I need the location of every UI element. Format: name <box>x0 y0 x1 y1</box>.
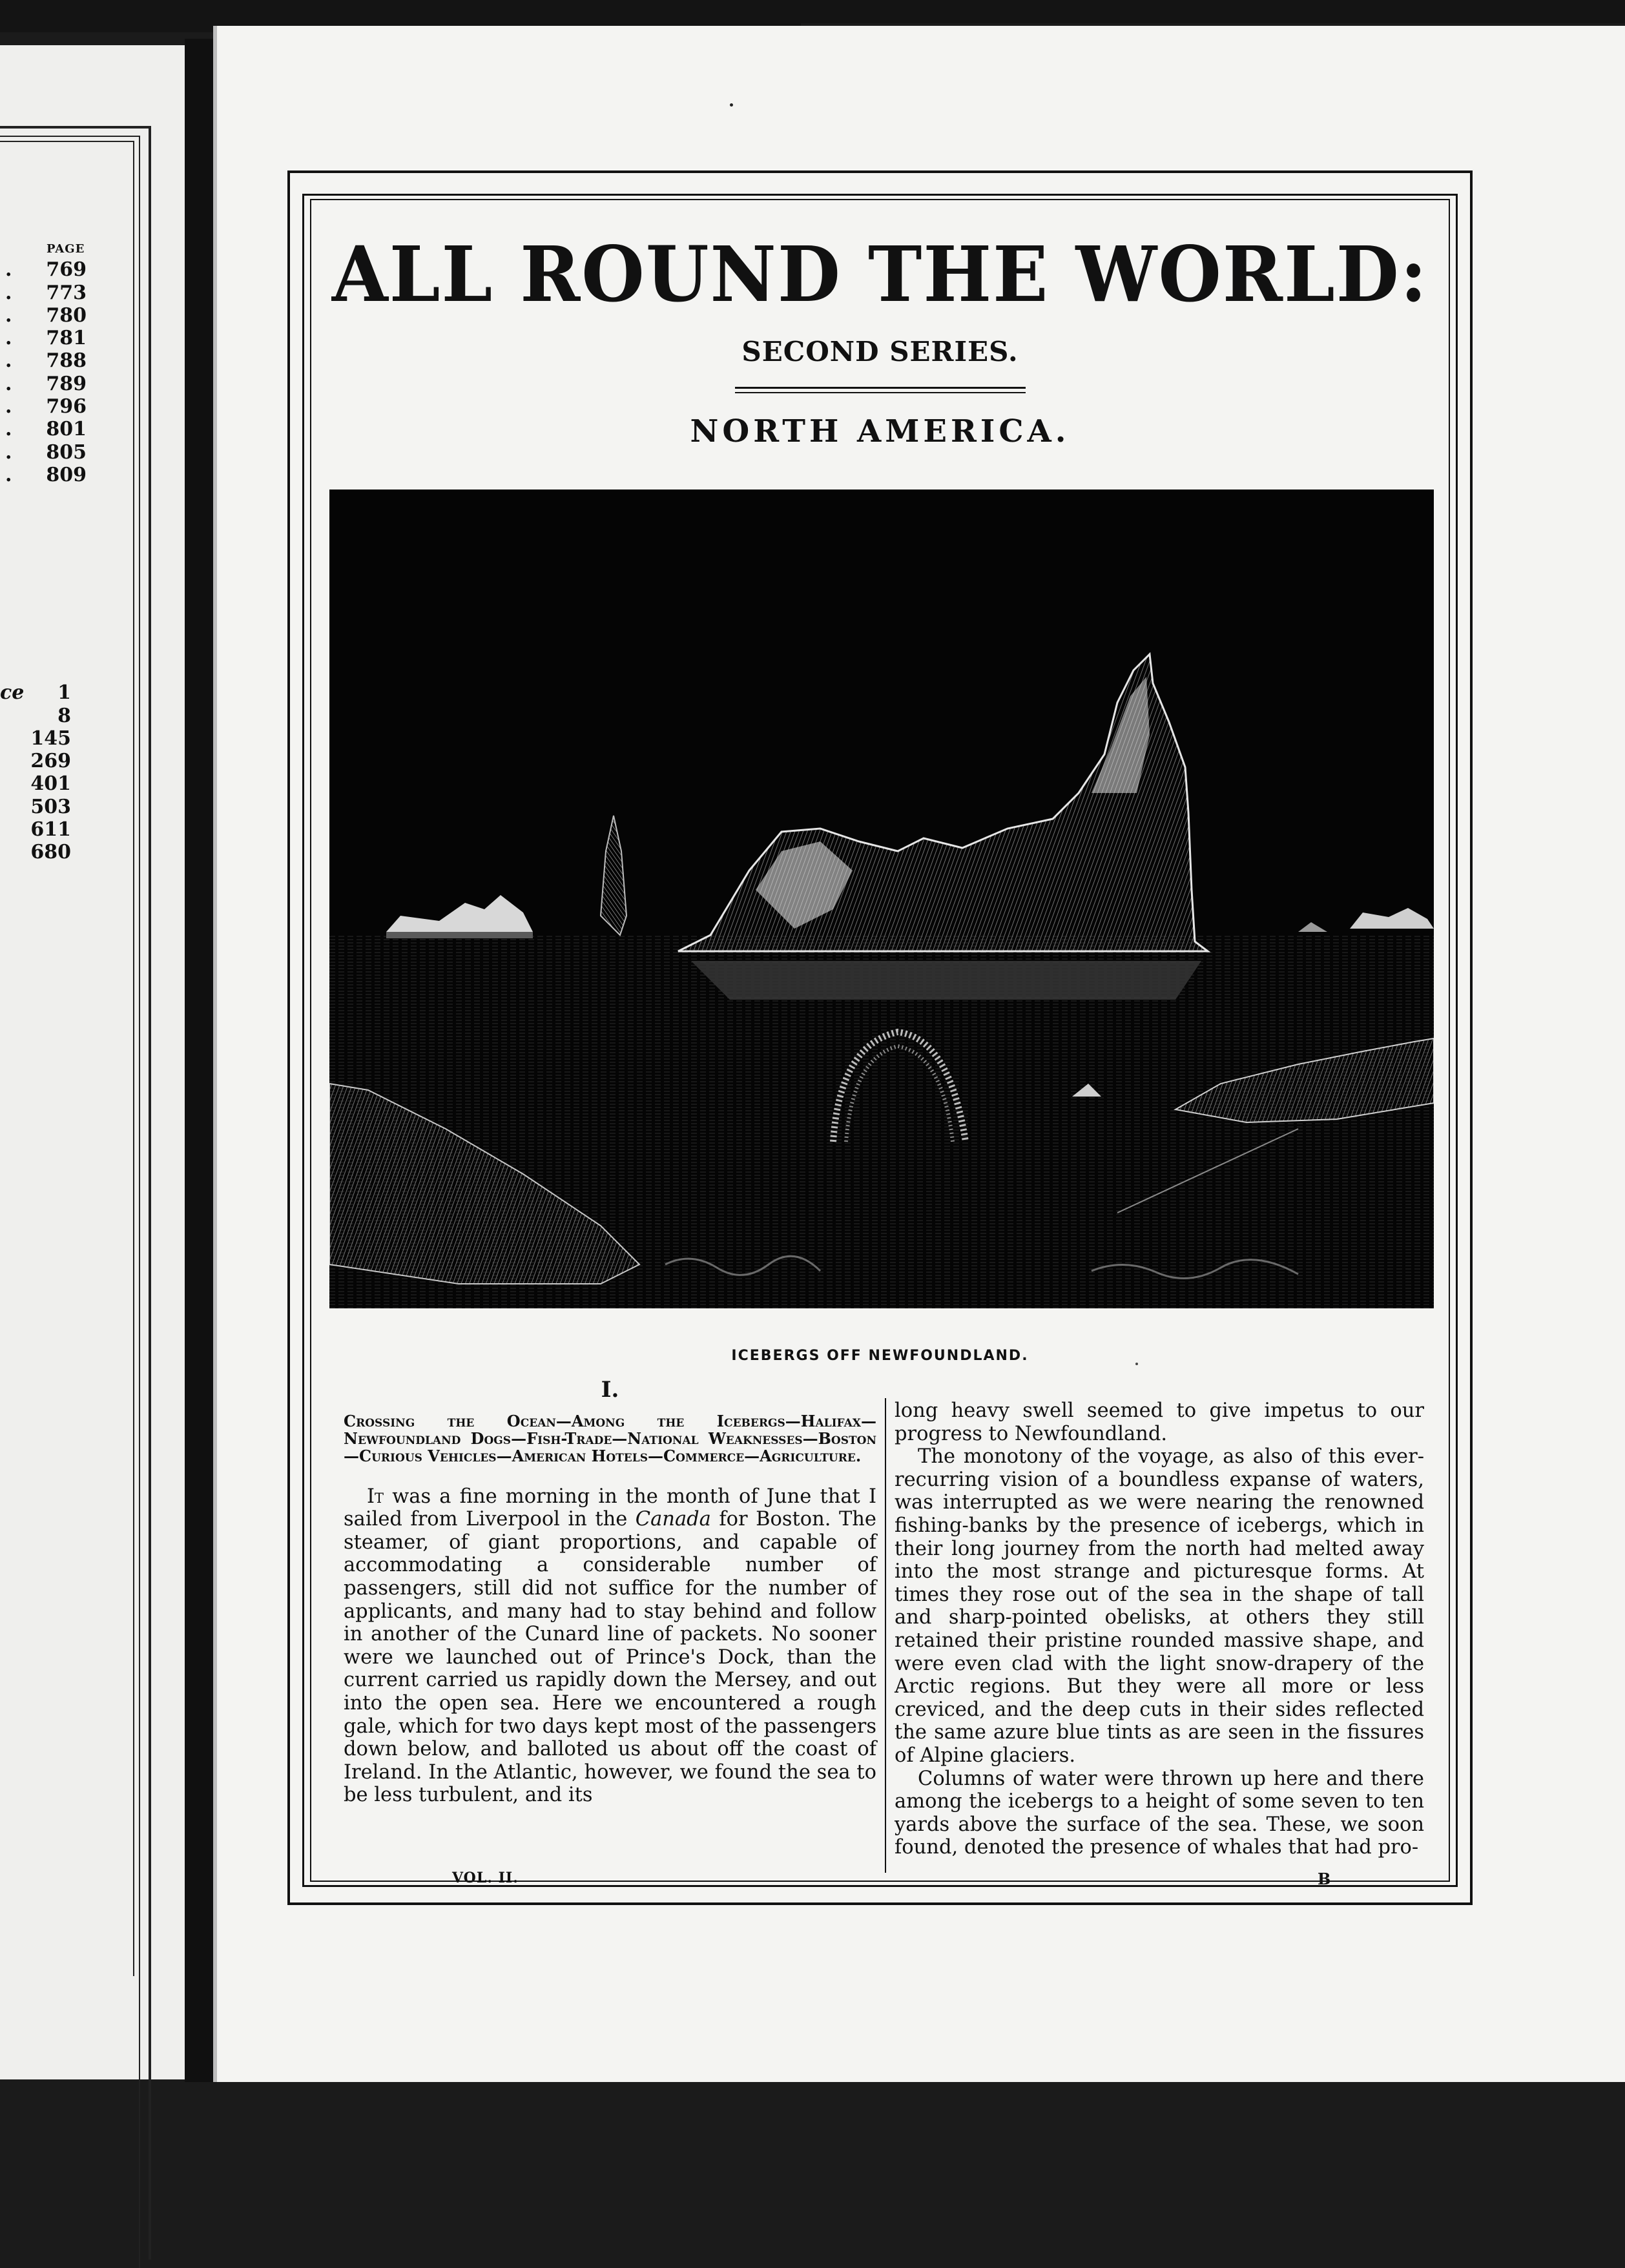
toc-page-number: 788 <box>46 349 87 372</box>
toc-page-number: 680 <box>30 841 71 863</box>
series-subtitle: SECOND SERIES. <box>741 336 1019 367</box>
body-paragraph <box>344 1485 876 1807</box>
iceberg-engraving <box>329 490 1434 1308</box>
toc-page-number: 401 <box>30 772 71 795</box>
toc-page-number: 8 <box>57 705 71 727</box>
title-rule-thin <box>735 392 1026 393</box>
toc-page-number: 805 <box>46 441 87 464</box>
toc-leader-dot: . <box>5 304 12 327</box>
toc-page-number: 789 <box>46 373 87 395</box>
toc-leader-dot: . <box>5 418 12 440</box>
body-paragraph: long heavy swell seemed to give impetus to our progress to Newfoundland. <box>895 1399 1424 1445</box>
text-column-left <box>344 1379 876 1807</box>
toc-page-number: 611 <box>30 818 71 841</box>
toc-fragment-text: ce <box>0 681 25 704</box>
toc-page-number: 781 <box>46 327 87 349</box>
title-rule <box>735 387 1026 389</box>
toc-page-number: 801 <box>46 418 87 440</box>
toc-page-number: 145 <box>30 727 71 750</box>
toc-leader-dot: . <box>5 258 12 281</box>
toc-leader-dot: . <box>5 441 12 464</box>
toc-page-number: 773 <box>46 282 87 304</box>
body-paragraph: Columns of water were thrown up here and there among the icebergs to a height of some seven to ten yards above the surface of the sea. These, we soon found, denoted the presence of whales that had pro- <box>895 1767 1424 1859</box>
scan-border-top <box>801 0 1625 23</box>
toc-page-number: 503 <box>30 796 71 818</box>
chapter-number: I. <box>601 1377 619 1403</box>
toc-leader-dot: . <box>5 327 12 349</box>
toc-leader-dot: . <box>5 395 12 418</box>
signature-mark: B <box>1318 1870 1331 1888</box>
toc-page-number: 269 <box>30 750 71 772</box>
toc-page-number: 780 <box>46 304 87 327</box>
toc-page-number: 769 <box>46 258 87 281</box>
ink-speck <box>1135 1363 1138 1365</box>
toc-page-number: 796 <box>46 395 87 418</box>
body-text: for Boston. The steamer, of giant proportions, and capable of accommodating a considerable number of passengers, still did not suffice for the number of applicants, and many had to stay behind and follow in another of the Cunard line of packets. No sooner were we launched out of Prince's Dock, than the current carried us rapidly down the Mersey, and out into the open sea. Here we encountered a rough gale, which for two days kept most of the passengers down below, and balloted us about off the coast of Ireland. In the Atlantic, however, we found the sea to be less turbulent, and its <box>344 1508 876 1807</box>
column-divider <box>885 1398 886 1873</box>
volume-mark: VOL. II. <box>452 1870 519 1886</box>
illustration-caption: ICEBERGS OFF NEWFOUNDLAND. <box>731 1348 1029 1364</box>
page-title: ALL ROUND THE WORLD: <box>331 230 1429 320</box>
toc-page-number: 809 <box>46 464 87 486</box>
toc-page-header: PAGE <box>47 242 85 256</box>
toc-leader-dot: . <box>5 282 12 304</box>
toc-leader-dot: . <box>5 373 12 395</box>
section-heading: NORTH AMERICA. <box>690 413 1070 449</box>
ink-speck <box>730 103 733 107</box>
toc-leader-dot: . <box>5 464 12 486</box>
toc-leader-dot: . <box>5 349 12 372</box>
body-paragraph: The monotony of the voyage, as also of this ever-recurring vision of a boundless expanse of waters, was interrupted as we were nearing the renowned fishing-banks by the presence of icebergs, which in their long journey from the north had melted away into the most strange and picturesque forms. At times they rose out of the sea in the shape of tall and sharp-pointed obelisks, at others they still retained their pristine rounded massive shape, and were even clad with the light snow-drapery of the Arctic regions. But they were all more or less creviced, and the deep cuts in their sides reflected the same azure blue tints as are seen in the fissures of Alpine glaciers. <box>895 1445 1424 1767</box>
body-text: was a fine morning in the month of June that I sailed from Liverpool in the <box>344 1485 876 1531</box>
chapter-synopsis: Crossing the Ocean—Among the Icebergs—Halifax—Newfoundland Dogs—Fish-Trade—National Weaknesses—Boston—Curious Vehicles—American Hotels—Commerce—Agriculture. <box>344 1411 876 1465</box>
opening-word: It <box>367 1485 384 1508</box>
text-column-right <box>895 1399 1424 1859</box>
toc-page-number: 1 <box>57 681 71 704</box>
ship-name: Canada <box>635 1508 711 1531</box>
